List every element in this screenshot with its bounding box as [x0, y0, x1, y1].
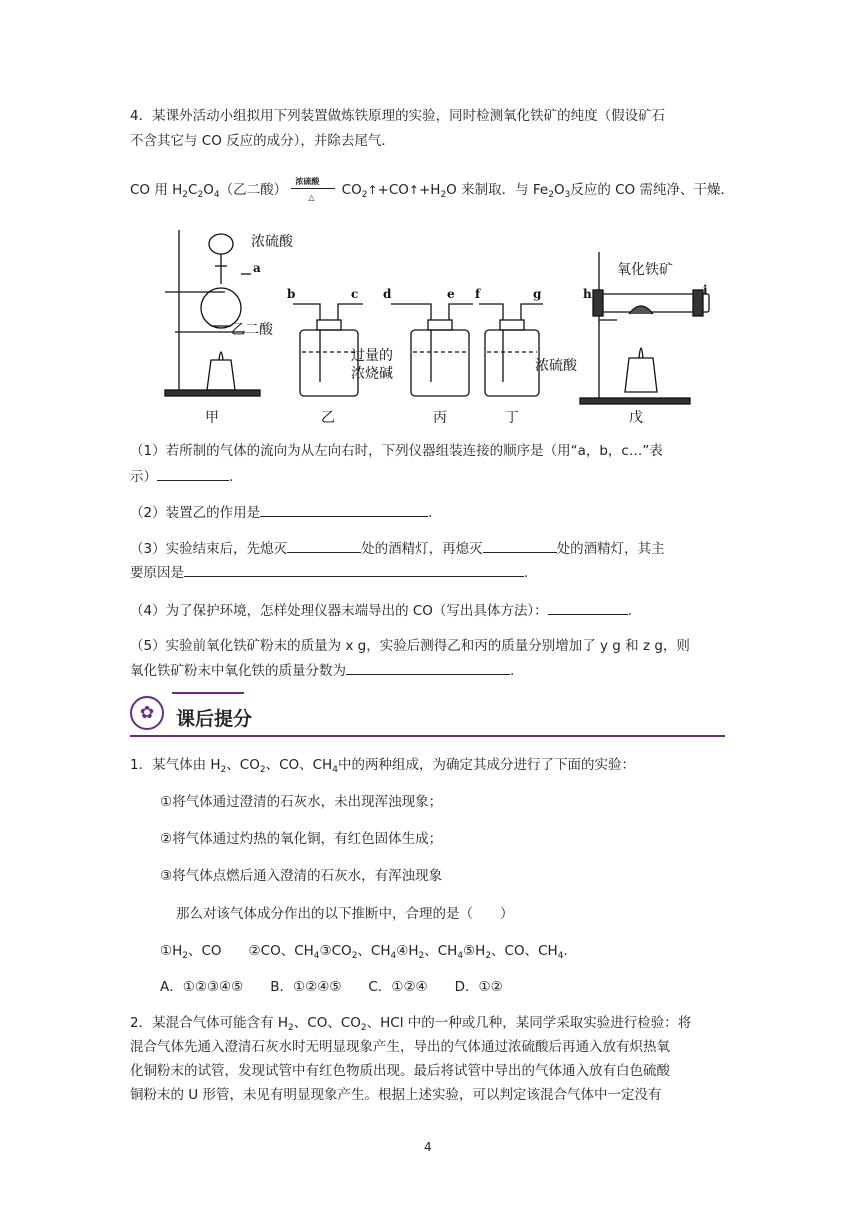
letter-i: i: [703, 283, 708, 297]
sq4: [130, 600, 632, 621]
sq5-text: 氧化铁矿粉末中氧化铁的质量分数为: [130, 663, 346, 679]
p1-sub: 2: [485, 951, 492, 961]
q4-line1: 4．某课外活动小组拟用下列装置做炼铁原理的实验，同时检测氧化铁矿的纯度（假设矿石: [130, 108, 666, 124]
sq3-end: .: [524, 565, 529, 581]
p1-stem: [130, 755, 635, 775]
flame-jia: [219, 352, 223, 360]
letter-b: b: [287, 287, 296, 301]
section-rule: [130, 735, 725, 737]
sq1-line2: [130, 466, 233, 487]
q4-line2: 不含其它与 CO 反应的成分），并除去尾气．: [130, 133, 395, 149]
flame-wu: [639, 348, 643, 358]
sq2-end: .: [428, 505, 433, 521]
p1-sub: 2: [182, 951, 188, 961]
p1-text: 中的两种组成，为确定其成分进行了下面的实验：: [337, 757, 635, 773]
p1-step2: ②将气体通过灼热的氧化铜，有红色固体生成；: [160, 831, 443, 847]
p2-line2: 混合气体先通入澄清石灰水时无明显现象产生，导出的气体通过浓硫酸后再通入放有炽热氧: [130, 1039, 670, 1055]
label-conc-acid-right: 浓硫酸: [535, 358, 577, 374]
letter-c: c: [351, 287, 359, 301]
sq3-line2: [130, 562, 528, 583]
sq3-text: （3）实验结束后，先熄灭: [130, 541, 288, 557]
sq5-line1: （5）实验前氧化铁矿粉末的质量为 x g，实验后测得乙和丙的质量分别增加了 y g 和 z g，则: [130, 638, 690, 654]
apparatus-diagram: [155, 222, 715, 427]
stopper-i: [693, 290, 703, 316]
sq1-end: .: [229, 469, 234, 485]
label-naoh-2: 浓烧碱: [351, 366, 393, 382]
sq2-text: （2）装置乙的作用是: [130, 505, 261, 521]
letter-a: a: [253, 261, 261, 275]
p1-options: [160, 941, 568, 961]
answer-blank: [483, 538, 557, 553]
tube-out-ding: [521, 304, 543, 320]
eq-text: +CO: [377, 182, 409, 198]
sq5-line2: [130, 660, 514, 681]
page-number: 4: [424, 1140, 432, 1154]
eq-sub: 4: [213, 190, 220, 200]
q4-equation: [130, 177, 734, 202]
sq1-text: 示）: [130, 469, 157, 485]
eq-text: CO 用 H: [130, 182, 183, 198]
p1-ask: 那么对该气体成分作出的以下推断中，合理的是（ ）: [176, 906, 514, 922]
p1-text: 1．某气体由 H: [130, 757, 221, 773]
bottle-yi: [300, 330, 358, 396]
p2-line1: [130, 1013, 691, 1033]
p1-step1: ①将气体通过澄清的石灰水，未出现浑浊现象；: [160, 794, 443, 810]
p1-step3: ③将气体点燃后通入澄清的石灰水，有浑浊现象: [160, 868, 443, 884]
p2-line3: 化铜粉末的试管，发现试管中有红色物质出现。最后将试管中导出的气体通入放有白色硫酸: [130, 1063, 670, 1079]
eq-text: CO: [341, 182, 362, 198]
sq2: [130, 502, 432, 523]
tube-in-ding: [479, 304, 503, 382]
p1-choices: A．①②③④⑤ B．①②④⑤ C．①②④ D．①②: [160, 979, 503, 995]
caption-jia: 甲: [205, 410, 219, 426]
letter-g: g: [533, 287, 542, 301]
condition-top: 浓硫酸: [295, 177, 320, 186]
p2-sub: 2: [288, 1023, 294, 1033]
condition-bottom: △: [308, 193, 315, 202]
stand-base-wu: [580, 398, 690, 404]
letter-f: f: [475, 287, 481, 301]
sq4-end: .: [627, 603, 632, 619]
caption-ding: 丁: [505, 410, 519, 426]
letter-d: d: [383, 287, 392, 301]
p1-text: 、CO: [226, 757, 260, 773]
p1-text: 、CO、CH: [265, 757, 333, 773]
answer-blank: [260, 502, 428, 517]
apparatus-figure: [155, 222, 715, 427]
eq-sub: 2: [182, 190, 189, 200]
p1-sub: 2: [259, 765, 266, 775]
p1-opt: ④H: [396, 943, 419, 959]
up-arrow: ↑: [367, 183, 378, 197]
p1-sub: 4: [390, 951, 397, 961]
p1-opt: 、CH: [357, 943, 391, 959]
funnel-jia: [209, 234, 233, 254]
up-arrow: ↑: [408, 183, 419, 197]
p1-opt: .: [563, 943, 568, 959]
eq-text: O: [553, 182, 565, 198]
lamp-wu: [625, 358, 657, 392]
p1-opt: 、CH: [424, 943, 458, 959]
sq4-text: （4）为了保护环境，怎样处理仪器末端导出的 CO（写出具体方法）：: [130, 603, 548, 619]
sq3-text: 要原因是: [130, 565, 184, 581]
tube-in-yi: [293, 304, 320, 382]
eq-text: O 来制取．与 Fe: [446, 182, 549, 198]
answer-blank: [548, 600, 628, 615]
caption-bing: 丙: [433, 410, 447, 426]
label-conc-acid-top: 浓硫酸: [251, 234, 293, 250]
p2-text: 2．某混合气体可能含有 H: [130, 1015, 289, 1031]
sq3-text: 处的酒精灯，再熄灭: [361, 541, 483, 557]
eq-sub: 2: [361, 190, 368, 200]
eq-text: （乙二酸）: [219, 182, 288, 198]
tube-out-yi: [338, 304, 363, 320]
eq-sub: 2: [440, 190, 447, 200]
eq-text: +H: [418, 182, 441, 198]
caption-yi: 乙: [321, 410, 335, 426]
bottle-ding: [485, 330, 539, 396]
lamp-jia: [207, 360, 235, 390]
p1-sub: 4: [332, 765, 338, 775]
p1-sub: 4: [313, 951, 320, 961]
p1-sub: 2: [418, 951, 425, 961]
letter-h: h: [583, 287, 592, 301]
reaction-condition: [291, 177, 337, 202]
eq-sub: 2: [197, 190, 204, 200]
p2-text: 、HCl 中的一种或几种，某同学采取实验进行检验：将: [366, 1015, 692, 1031]
p1-sub: 4: [457, 951, 464, 961]
label-iron-ore: 氧化铁矿: [617, 262, 673, 278]
p1-opt: ①H: [160, 943, 183, 959]
letter-e: e: [447, 287, 455, 301]
answer-blank: [157, 466, 229, 481]
eq-text: C: [188, 182, 198, 198]
eq-sub: 3: [564, 190, 571, 200]
sq1-line1: （1）若所制的气体的流向为从左向右时，下列仪器组装连接的顺序是（用“a，b，c…”表: [130, 443, 663, 459]
eq-text: 反应的 CO 需纯净、干燥．: [570, 182, 734, 198]
p2-text: 、CO、CO: [293, 1015, 361, 1031]
label-oxalic-acid: 乙二酸: [231, 322, 273, 338]
stopper-ding: [500, 320, 524, 330]
section-header: [130, 690, 725, 740]
caption-wu: 戊: [629, 410, 643, 426]
p1-opt: 、CO、CH: [491, 943, 558, 959]
p1-sub: 4: [557, 951, 564, 961]
stopper-yi: [317, 320, 341, 330]
eq-text: O: [203, 182, 214, 198]
sq5-end: .: [510, 663, 515, 679]
p2-sub: 2: [360, 1023, 367, 1033]
p1-sub: 2: [351, 951, 358, 961]
p1-opt: ⑤H: [463, 943, 486, 959]
section-topbar: [172, 692, 244, 694]
stand-base-jia: [165, 390, 260, 396]
section-title: 课后提分: [176, 708, 253, 730]
bottle-bing: [411, 330, 469, 396]
stopper-bing: [428, 320, 452, 330]
p2-line4: 铜粉末的 U 形管，未见有明显现象产生。根据上述实验，可以判定该混合气体中一定没有: [130, 1087, 662, 1103]
tube-out-bing: [449, 304, 473, 320]
p1-opt: ③CO: [319, 943, 352, 959]
answer-blank: [346, 660, 510, 675]
sq3-text: 处的酒精灯，其主: [556, 541, 665, 557]
stopper-h: [593, 290, 603, 316]
label-naoh-1: 过量的: [351, 348, 393, 364]
eq-sub: 2: [548, 190, 554, 200]
brain-icon: ✿: [130, 696, 164, 730]
p1-sub: 2: [220, 765, 227, 775]
answer-blank: [184, 562, 524, 577]
answer-blank: [287, 538, 361, 553]
p1-opt: 、CO ②CO、CH: [188, 943, 314, 959]
ore-sample: [629, 306, 653, 314]
sq3-line1: [130, 538, 665, 559]
